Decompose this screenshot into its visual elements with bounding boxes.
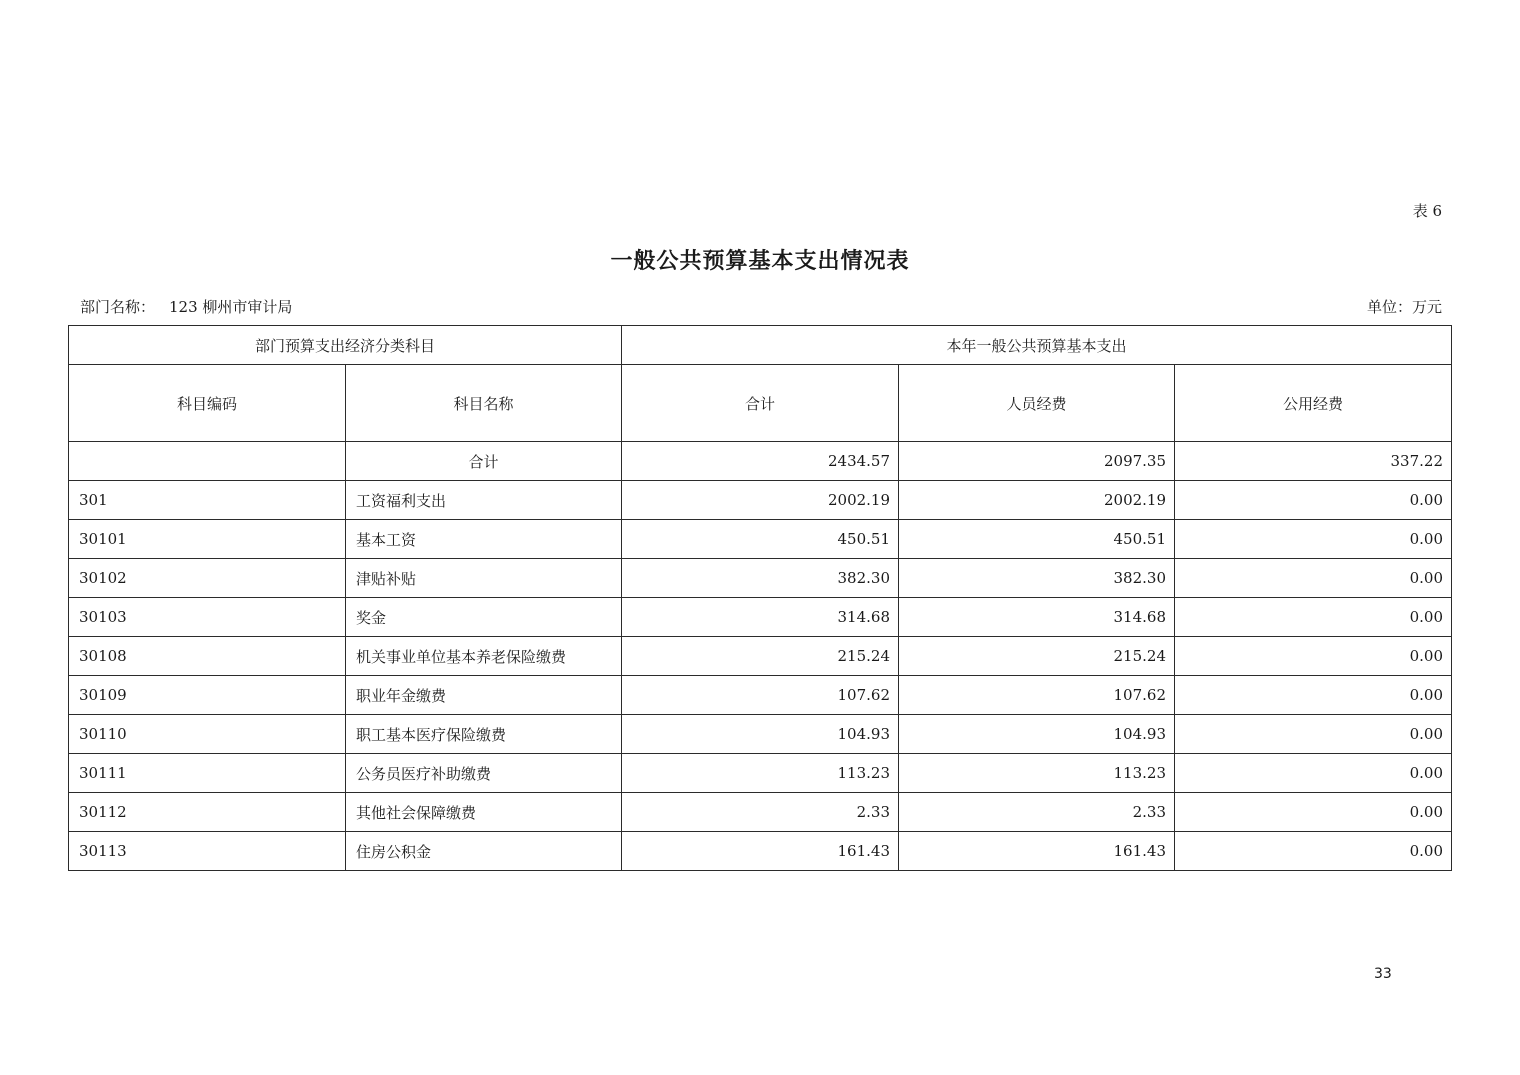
total-name-cell: 合计 bbox=[346, 442, 622, 481]
code-cell: 30113 bbox=[69, 832, 346, 871]
column-header-name: 科目名称 bbox=[346, 365, 622, 442]
department-label: 部门名称： bbox=[80, 298, 156, 316]
table-row bbox=[69, 832, 1452, 871]
name-cell: 公务员医疗补助缴费 bbox=[346, 754, 622, 793]
name-cell: 住房公积金 bbox=[346, 832, 622, 871]
personnel-cell: 161.43 bbox=[899, 832, 1175, 871]
group-header-expenditure: 本年一般公共预算基本支出 bbox=[622, 326, 1452, 365]
column-header-total: 合计 bbox=[622, 365, 899, 442]
personnel-cell: 104.93 bbox=[899, 715, 1175, 754]
total-cell: 382.30 bbox=[622, 559, 899, 598]
personnel-cell: 2002.19 bbox=[899, 481, 1175, 520]
public-cell: 0.00 bbox=[1175, 715, 1452, 754]
public-cell: 0.00 bbox=[1175, 520, 1452, 559]
department-value: 123 柳州市审计局 bbox=[169, 298, 293, 316]
name-cell: 津贴补贴 bbox=[346, 559, 622, 598]
code-cell: 30108 bbox=[69, 637, 346, 676]
public-cell: 0.00 bbox=[1175, 676, 1452, 715]
public-cell: 0.00 bbox=[1175, 481, 1452, 520]
total-row bbox=[69, 442, 1452, 481]
total-sum-cell: 2434.57 bbox=[622, 442, 899, 481]
column-header-code: 科目编码 bbox=[69, 365, 346, 442]
name-cell: 基本工资 bbox=[346, 520, 622, 559]
code-cell: 30109 bbox=[69, 676, 346, 715]
total-public-cell: 337.22 bbox=[1175, 442, 1452, 481]
table-row bbox=[69, 481, 1452, 520]
total-cell: 104.93 bbox=[622, 715, 899, 754]
table-row bbox=[69, 793, 1452, 832]
personnel-cell: 382.30 bbox=[899, 559, 1175, 598]
total-cell: 161.43 bbox=[622, 832, 899, 871]
table-row bbox=[69, 559, 1452, 598]
table-row bbox=[69, 520, 1452, 559]
code-cell: 30110 bbox=[69, 715, 346, 754]
total-cell: 2.33 bbox=[622, 793, 899, 832]
total-cell: 113.23 bbox=[622, 754, 899, 793]
public-cell: 0.00 bbox=[1175, 793, 1452, 832]
code-cell: 301 bbox=[69, 481, 346, 520]
public-cell: 0.00 bbox=[1175, 559, 1452, 598]
group-header-row bbox=[69, 326, 1452, 365]
table-row bbox=[69, 676, 1452, 715]
column-header-row bbox=[69, 365, 1452, 442]
group-header-classification: 部门预算支出经济分类科目 bbox=[69, 326, 622, 365]
table-row bbox=[69, 598, 1452, 637]
page-title: 一般公共预算基本支出情况表 bbox=[610, 248, 910, 274]
total-cell: 314.68 bbox=[622, 598, 899, 637]
name-cell: 职工基本医疗保险缴费 bbox=[346, 715, 622, 754]
code-cell: 30112 bbox=[69, 793, 346, 832]
total-cell: 107.62 bbox=[622, 676, 899, 715]
name-cell: 职业年金缴费 bbox=[346, 676, 622, 715]
code-cell: 30102 bbox=[69, 559, 346, 598]
total-cell: 2002.19 bbox=[622, 481, 899, 520]
table-label: 表 6 bbox=[1412, 202, 1442, 220]
name-cell: 机关事业单位基本养老保险缴费 bbox=[346, 637, 622, 676]
public-cell: 0.00 bbox=[1175, 832, 1452, 871]
name-cell: 奖金 bbox=[346, 598, 622, 637]
public-cell: 0.00 bbox=[1175, 637, 1452, 676]
table-row bbox=[69, 754, 1452, 793]
personnel-cell: 2.33 bbox=[899, 793, 1175, 832]
personnel-cell: 450.51 bbox=[899, 520, 1175, 559]
department-line bbox=[80, 296, 292, 317]
public-cell: 0.00 bbox=[1175, 598, 1452, 637]
personnel-cell: 113.23 bbox=[899, 754, 1175, 793]
table-row bbox=[69, 715, 1452, 754]
column-header-public: 公用经费 bbox=[1175, 365, 1452, 442]
name-cell: 工资福利支出 bbox=[346, 481, 622, 520]
name-cell: 其他社会保障缴费 bbox=[346, 793, 622, 832]
page-number: 33 bbox=[1374, 966, 1392, 982]
public-cell: 0.00 bbox=[1175, 754, 1452, 793]
total-cell: 450.51 bbox=[622, 520, 899, 559]
total-code-cell bbox=[69, 442, 346, 481]
total-personnel-cell: 2097.35 bbox=[899, 442, 1175, 481]
code-cell: 30103 bbox=[69, 598, 346, 637]
code-cell: 30111 bbox=[69, 754, 346, 793]
table-row bbox=[69, 637, 1452, 676]
column-header-personnel: 人员经费 bbox=[899, 365, 1175, 442]
code-cell: 30101 bbox=[69, 520, 346, 559]
personnel-cell: 314.68 bbox=[899, 598, 1175, 637]
budget-table bbox=[68, 325, 1452, 871]
unit-label: 单位：万元 bbox=[1366, 298, 1442, 316]
personnel-cell: 215.24 bbox=[899, 637, 1175, 676]
personnel-cell: 107.62 bbox=[899, 676, 1175, 715]
total-cell: 215.24 bbox=[622, 637, 899, 676]
